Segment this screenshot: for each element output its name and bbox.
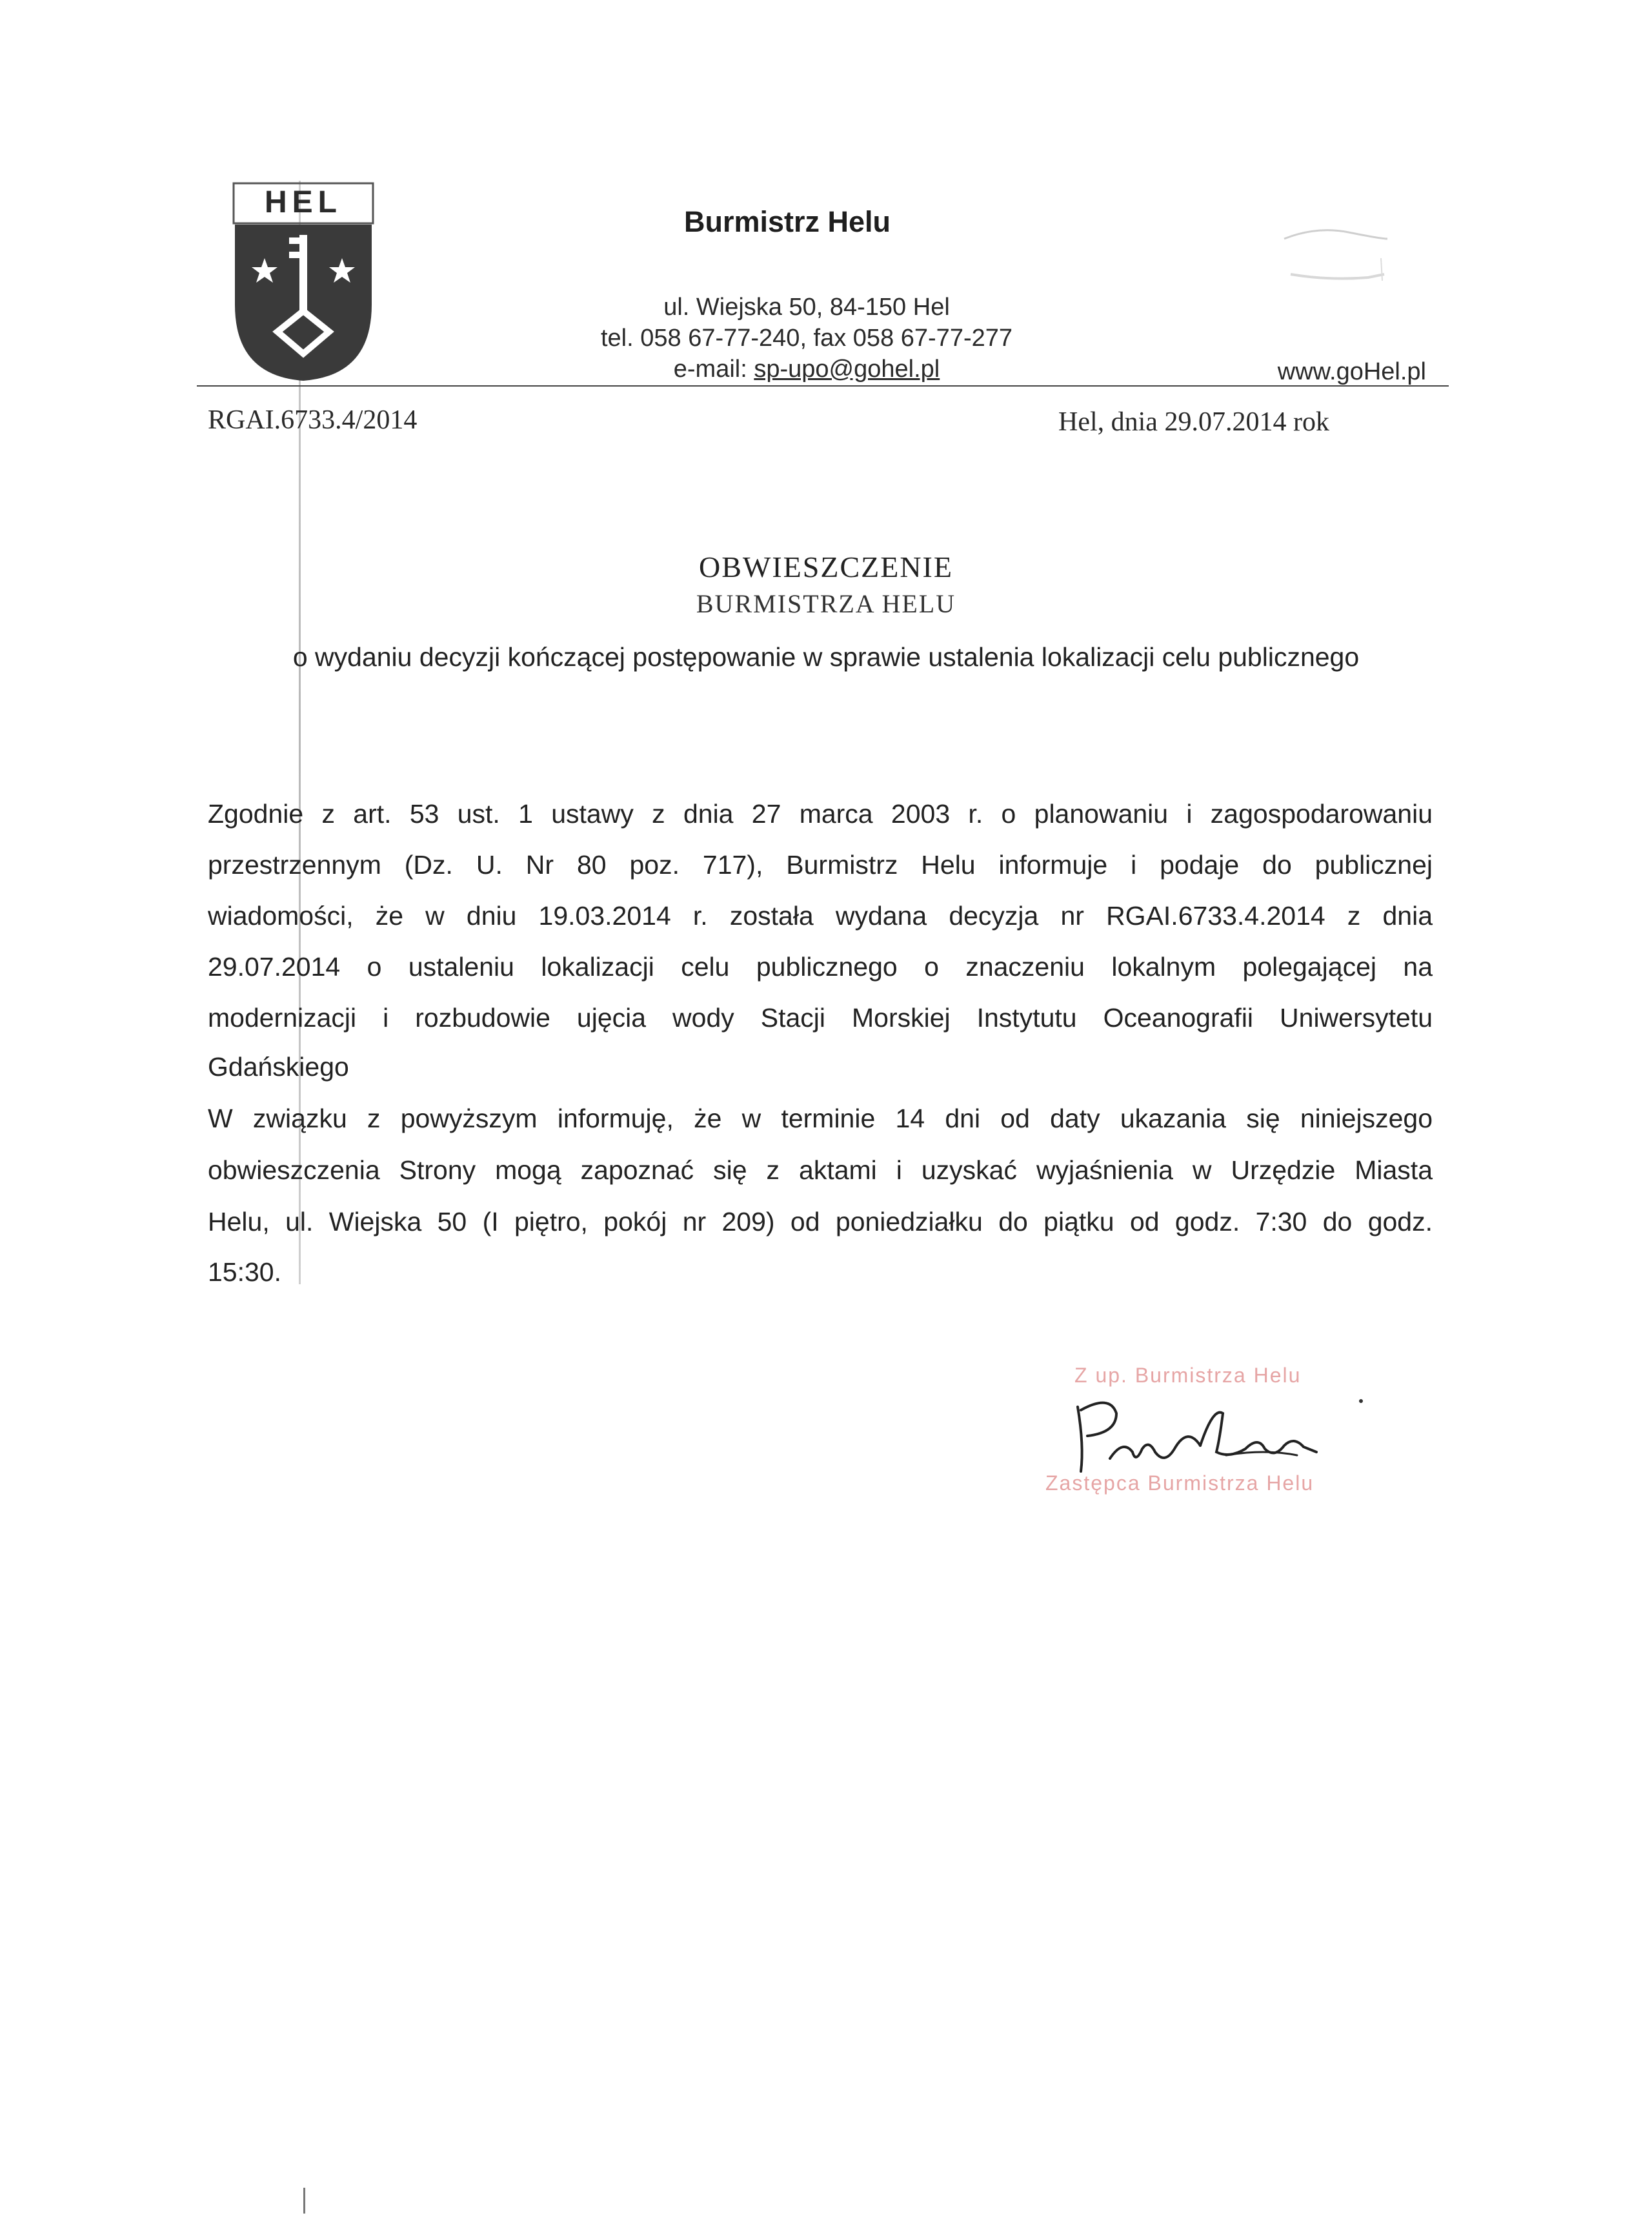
body-line: 15:30. (208, 1257, 281, 1287)
signature-dot (1359, 1399, 1363, 1403)
phone-line: tel. 058 67-77-240, fax 058 67-77-277 (600, 325, 1013, 352)
reference-number: RGAI.6733.4/2014 (208, 405, 418, 435)
body-line: wiadomości, że w dniu 19.03.2014 r. została wydana decyzja nr RGAI.6733.4.2014 z dnia (208, 901, 1433, 931)
body-line: przestrzennym (Dz. U. Nr 80 poz. 717), Burmistrz Helu informuje i podaje do publicznej (208, 850, 1433, 880)
stamp-bottom: Zastępca Burmistrza Helu (1045, 1471, 1315, 1495)
notice-subtitle: BURMISTRZA HELU (696, 589, 956, 618)
stamp-top: Z up. Burmistrza Helu (1074, 1364, 1302, 1387)
body-line: obwieszczenia Strony mogą zapoznać się z aktami i uzyskać wyjaśnienia w Urzędzie Miasta (208, 1155, 1433, 1185)
body-line: 29.07.2014 o ustaleniu lokalizacji celu publicznego o znaczeniu lokalnym polegającej na (208, 952, 1433, 982)
body-line: Zgodnie z art. 53 ust. 1 ustawy z dnia 27 marca 2003 r. o planowaniu i zagospodarowaniu (208, 799, 1433, 829)
body-line: Gdańskiego (208, 1052, 349, 1082)
body-line: W związku z powyższym informuję, że w terminie 14 dni od daty ukazania się niniejszego (208, 1104, 1433, 1133)
scan-artifact-mark (303, 2188, 305, 2214)
website-link[interactable]: www.goHel.pl (1277, 358, 1426, 385)
email-line (516, 354, 1097, 385)
coat-of-arms (232, 182, 374, 383)
body-line: Helu, ul. Wiejska 50 (I piętro, pokój nr 209) od poniedziałku do piątku od godz. 7:30 do godz. (208, 1207, 1433, 1236)
mayor-title: Burmistrz Helu (683, 205, 891, 238)
notice-title: OBWIESZCZENIE (699, 550, 953, 583)
handwritten-signature (1052, 1388, 1336, 1484)
scan-smudge (1278, 213, 1394, 290)
notice-about: o wydaniu decyzji kończącej postępowanie w sprawie ustalenia lokalizacji celu publicznego (292, 642, 1360, 672)
crest-shield-icon (232, 182, 374, 383)
email-link[interactable]: sp-upo@gohel.pl (754, 356, 940, 383)
crest-label: HEL (265, 185, 342, 219)
body-line: modernizacji i rozbudowie ujęcia wody Stacji Morskiej Instytutu Oceanografii Uniwersytetu (208, 1003, 1433, 1033)
place-date: Hel, dnia 29.07.2014 rok (1058, 407, 1329, 437)
header-divider (197, 385, 1449, 387)
email-prefix: e-mail: (673, 356, 754, 383)
address-line: ul. Wiejska 50, 84-150 Hel (663, 294, 950, 321)
